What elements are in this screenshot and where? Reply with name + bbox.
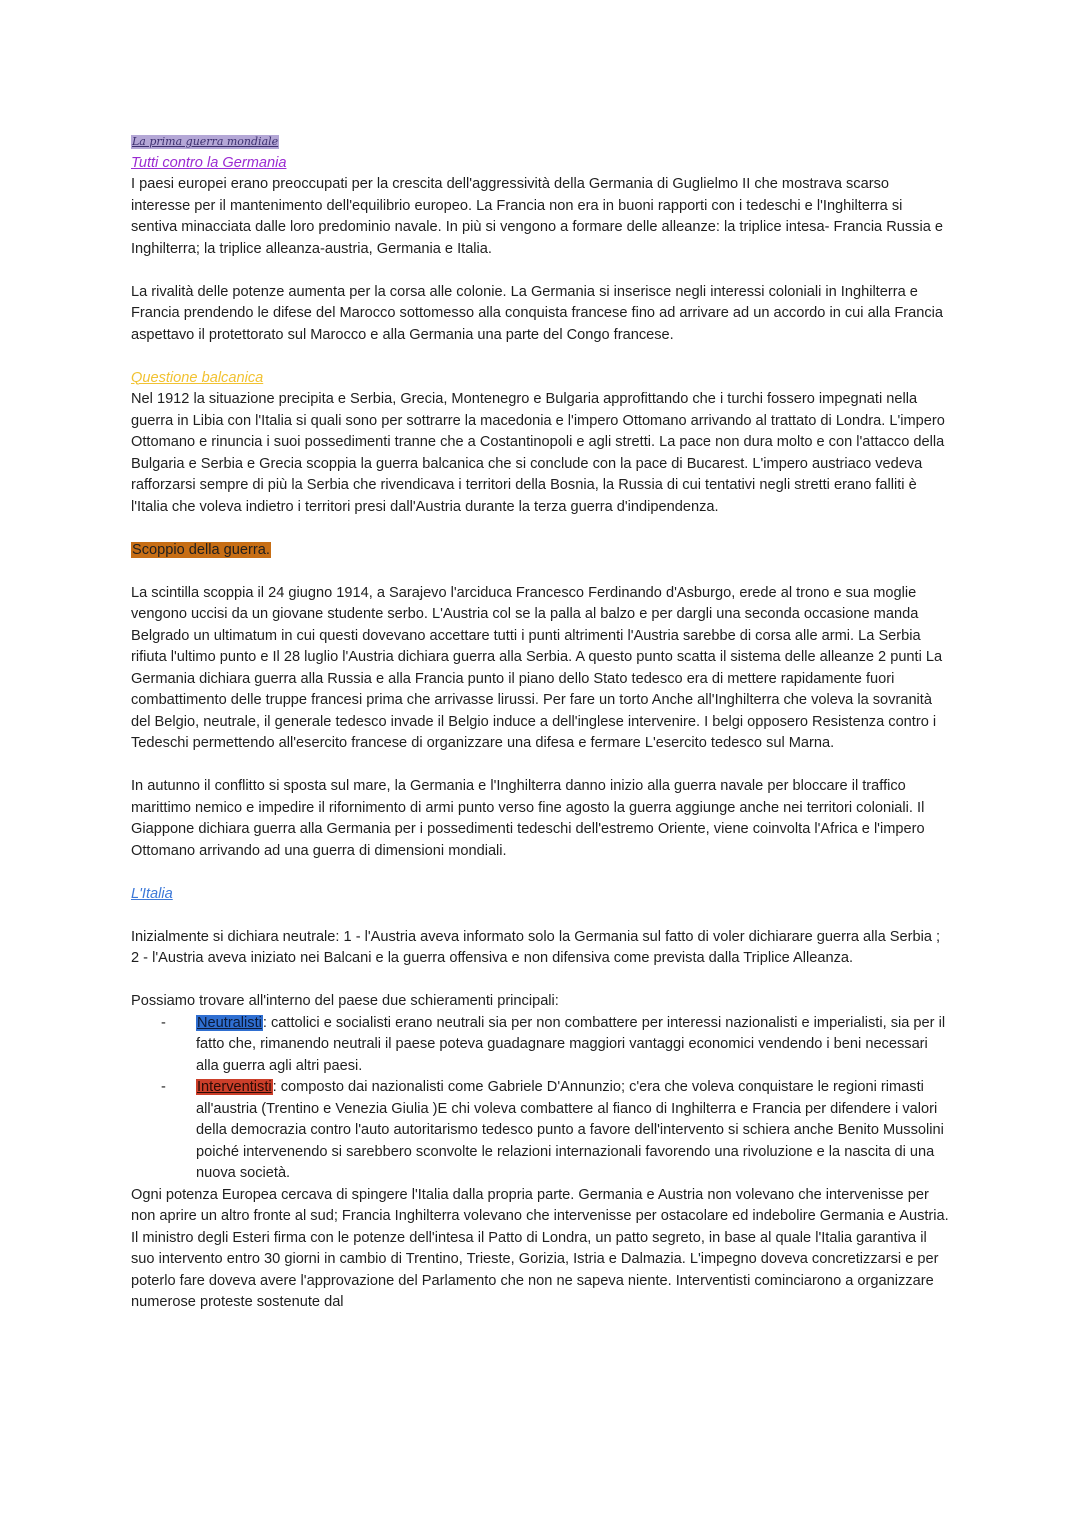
list-dash: - xyxy=(161,1014,166,1031)
spacer xyxy=(131,862,951,884)
paragraph-balcanica-1: Nel 1912 la situazione precipita e Serbia, Grecia, Montenegro e Bulgaria approfittando che i turchi fossero impegnati nella guerra in Libia con l'Italia si quali sono per sottrarre la macedonia e l'impero Ottomano arrivando al trattato di Londra. L'impero Ottomano e rinuncia i suoi possedimenti tranne che a Costantinopoli e agli stretti. La pace non dura molto e con l'attacco della Bulgaria e Serbia e Grecia scoppia la guerra balcanica che si conclude con la pace di Bucarest. L'impero austriaco vedeva rafforzarsi sempre di più la Serbia che rivendicava i territori della Bosnia, la Russia di cui tentativi negli stretti erano falliti è l'Italia che voleva indietro i territori presi dall'Austria durante la terza guerra d'indipendenza. xyxy=(131,391,945,515)
spacer xyxy=(131,755,951,777)
document-body xyxy=(131,131,951,1314)
tag-neutralisti: Neutralisti xyxy=(197,1014,262,1031)
heading-scoppio-della-guerra xyxy=(131,540,951,562)
heading-germania-text: Tutti contro la Germania xyxy=(131,154,287,171)
spacer xyxy=(131,518,951,540)
paragraph-italia-2: Possiamo trovare all'interno del paese due schieramenti principali: xyxy=(131,993,559,1009)
title-line xyxy=(131,131,951,153)
spacer xyxy=(131,561,951,583)
list-dash: - xyxy=(161,1079,166,1095)
spacer xyxy=(131,905,951,927)
paragraph-scoppio-2: In autunno il conflitto si sposta sul mare, la Germania e l'Inghilterra danno inizio alla guerra navale per bloccare il traffico marittimo nemico e impedire il rifornimento di armi punto verso fine agosto la guerra aggiunge anche nei territori coloniali. Il Giappone dichiara guerra alla Germania per i possedimenti tedeschi dell'estremo Oriente, viene coinvolta l'Africa e l'impero Ottomano arrivando ad una guerra di dimensioni mondiali. xyxy=(131,778,925,859)
paragraph-germania-2: La rivalità delle potenze aumenta per la corsa alle colonie. La Germania si inserisce negli interessi coloniali in Inghilterra e Francia prendendo le difese del Marocco sottomesso alla conquista francese fino ad arrivare ad un accordo in cui alla Francia aspettavo il protettorato sul Marocco e alla Germania una parte del Congo francese. xyxy=(131,283,944,343)
heading-tutti-contro-la-germania xyxy=(131,153,951,175)
paragraph-italia-1: Inizialmente si dichiara neutrale: 1 - l'Austria aveva informato solo la Germania sul fatto di voler dichiarare guerra alla Serbia ; 2 - l'Austria aveva iniziato nei Balcani e la guerra offensiva e non difensiva come prevista dalla Triplice Alleanza. xyxy=(131,928,941,966)
list-item-interventisti xyxy=(131,1077,951,1185)
tag-interventisti: Interventisti xyxy=(197,1079,272,1095)
list-item-neutralisti xyxy=(131,1013,951,1078)
heading-questione-balcanica xyxy=(131,368,951,390)
heading-balcanica-text: Questione balcanica xyxy=(131,369,264,386)
spacer xyxy=(131,346,951,368)
list-item-text: : composto dai nazionalisti come Gabriele D'Annunzio; c'era che voleva conquistare le regioni rimasti all'austria (Trentino e Venezia Giulia )E chi voleva combattere al fianco di Inghilterra e Francia per difendere i valori della democrazia contro l'auto autoritarismo tedesco punto a favore dell'intervento si schiera anche Benito Mussolini poiché intervenendo si sarebbero sconvolte le relazioni internazionali favorendo una rivoluzione e la nascita di una nuova società. xyxy=(196,1079,944,1181)
list-item-text: : cattolici e socialisti erano neutrali sia per non combattere per interessi nazionalisti e imperialisti, sia per il fatto che, rimanendo neutrali il paese poteva guadagnare maggiori vantaggi economici vendendo i beni necessari alla guerra agli altri paesi. xyxy=(196,1014,946,1074)
document-title: La prima guerra mondiale xyxy=(132,135,279,148)
paragraph-germania-1: I paesi europei erano preoccupati per la crescita dell'aggressività della Germania di Guglielmo II che mostrava scarso interesse per il mantenimento dell'equilibrio europeo. La Francia non era in buoni rapporti con i tedeschi e l'Inghilterra si sentiva minacciata dalle loro predominio navale. In più si vengono a formare delle alleanze: la triplice intesa- Francia Russia e Inghilterra; la triplice alleanza-austria, Germania e Italia. xyxy=(131,176,944,257)
spacer xyxy=(131,970,951,992)
heading-l-italia xyxy=(131,884,951,906)
heading-italia-text: L'Italia xyxy=(131,885,173,902)
paragraph-scoppio-1: La scintilla scoppia il 24 giugno 1914, a Sarajevo l'arciduca Francesco Ferdinando d'Asburgo, erede al trono e sua moglie vengono uccisi da un giovane studente serbo. L'Austria col se la palla al balzo e per dargli una seconda occasione manda Belgrado un ultimatum in cui questi dovevano accettare tutti i punti altrimenti l'Austria sarebbe di corsa alle armi. La Serbia rifiuta l'ultimo punto e Il 28 luglio l'Austria dichiara guerra alla Serbia. A questo punto scatta il sistema delle alleanze 2 punti La Germania dichiara guerra alla Russia e alla Francia punto il piano dello Stato tedesco era di mettere rapidamente fuori combattimento delle truppe francesi prima che arrivasse lirussi. Per fare un torto Anche all'Inghilterra che voleva la sovranità del Belgio, neutrale, il generale tedesco invade il Belgio induce a dell'inglese intervenire. I belgi opposero Resistenza contro i Tedeschi permettendo all'esercito francese di organizzare una difesa e fermare L'esercito tedesco sul Marna. xyxy=(131,584,943,751)
schieramenti-list xyxy=(131,1013,951,1185)
paragraph-italia-3: Ogni potenza Europea cercava di spingere l'Italia dalla propria parte. Germania e Austria non volevano che intervenisse per non aprire un altro fronte al sud; Francia Inghilterra volevano che intervenisse per ostacolare ed indebolire Germania e Austria. Il ministro degli Esteri firma con le potenze dell'intesa il Patto di Londra, un patto segreto, in base al quale l'Italia garantiva il suo intervento entro 30 giorni in cambio di Trentino, Trieste, Gorizia, Istria e Dalmazia. L'impegno doveva concretizzarsi e per poterlo fare doveva avere l'approvazione del Parlamento che non ne sapeva niente. Interventisti cominciarono a organizzare numerose proteste sostenute dal xyxy=(131,1186,949,1310)
spacer xyxy=(131,260,951,282)
heading-scoppio-text: Scoppio della guerra. xyxy=(132,541,270,558)
